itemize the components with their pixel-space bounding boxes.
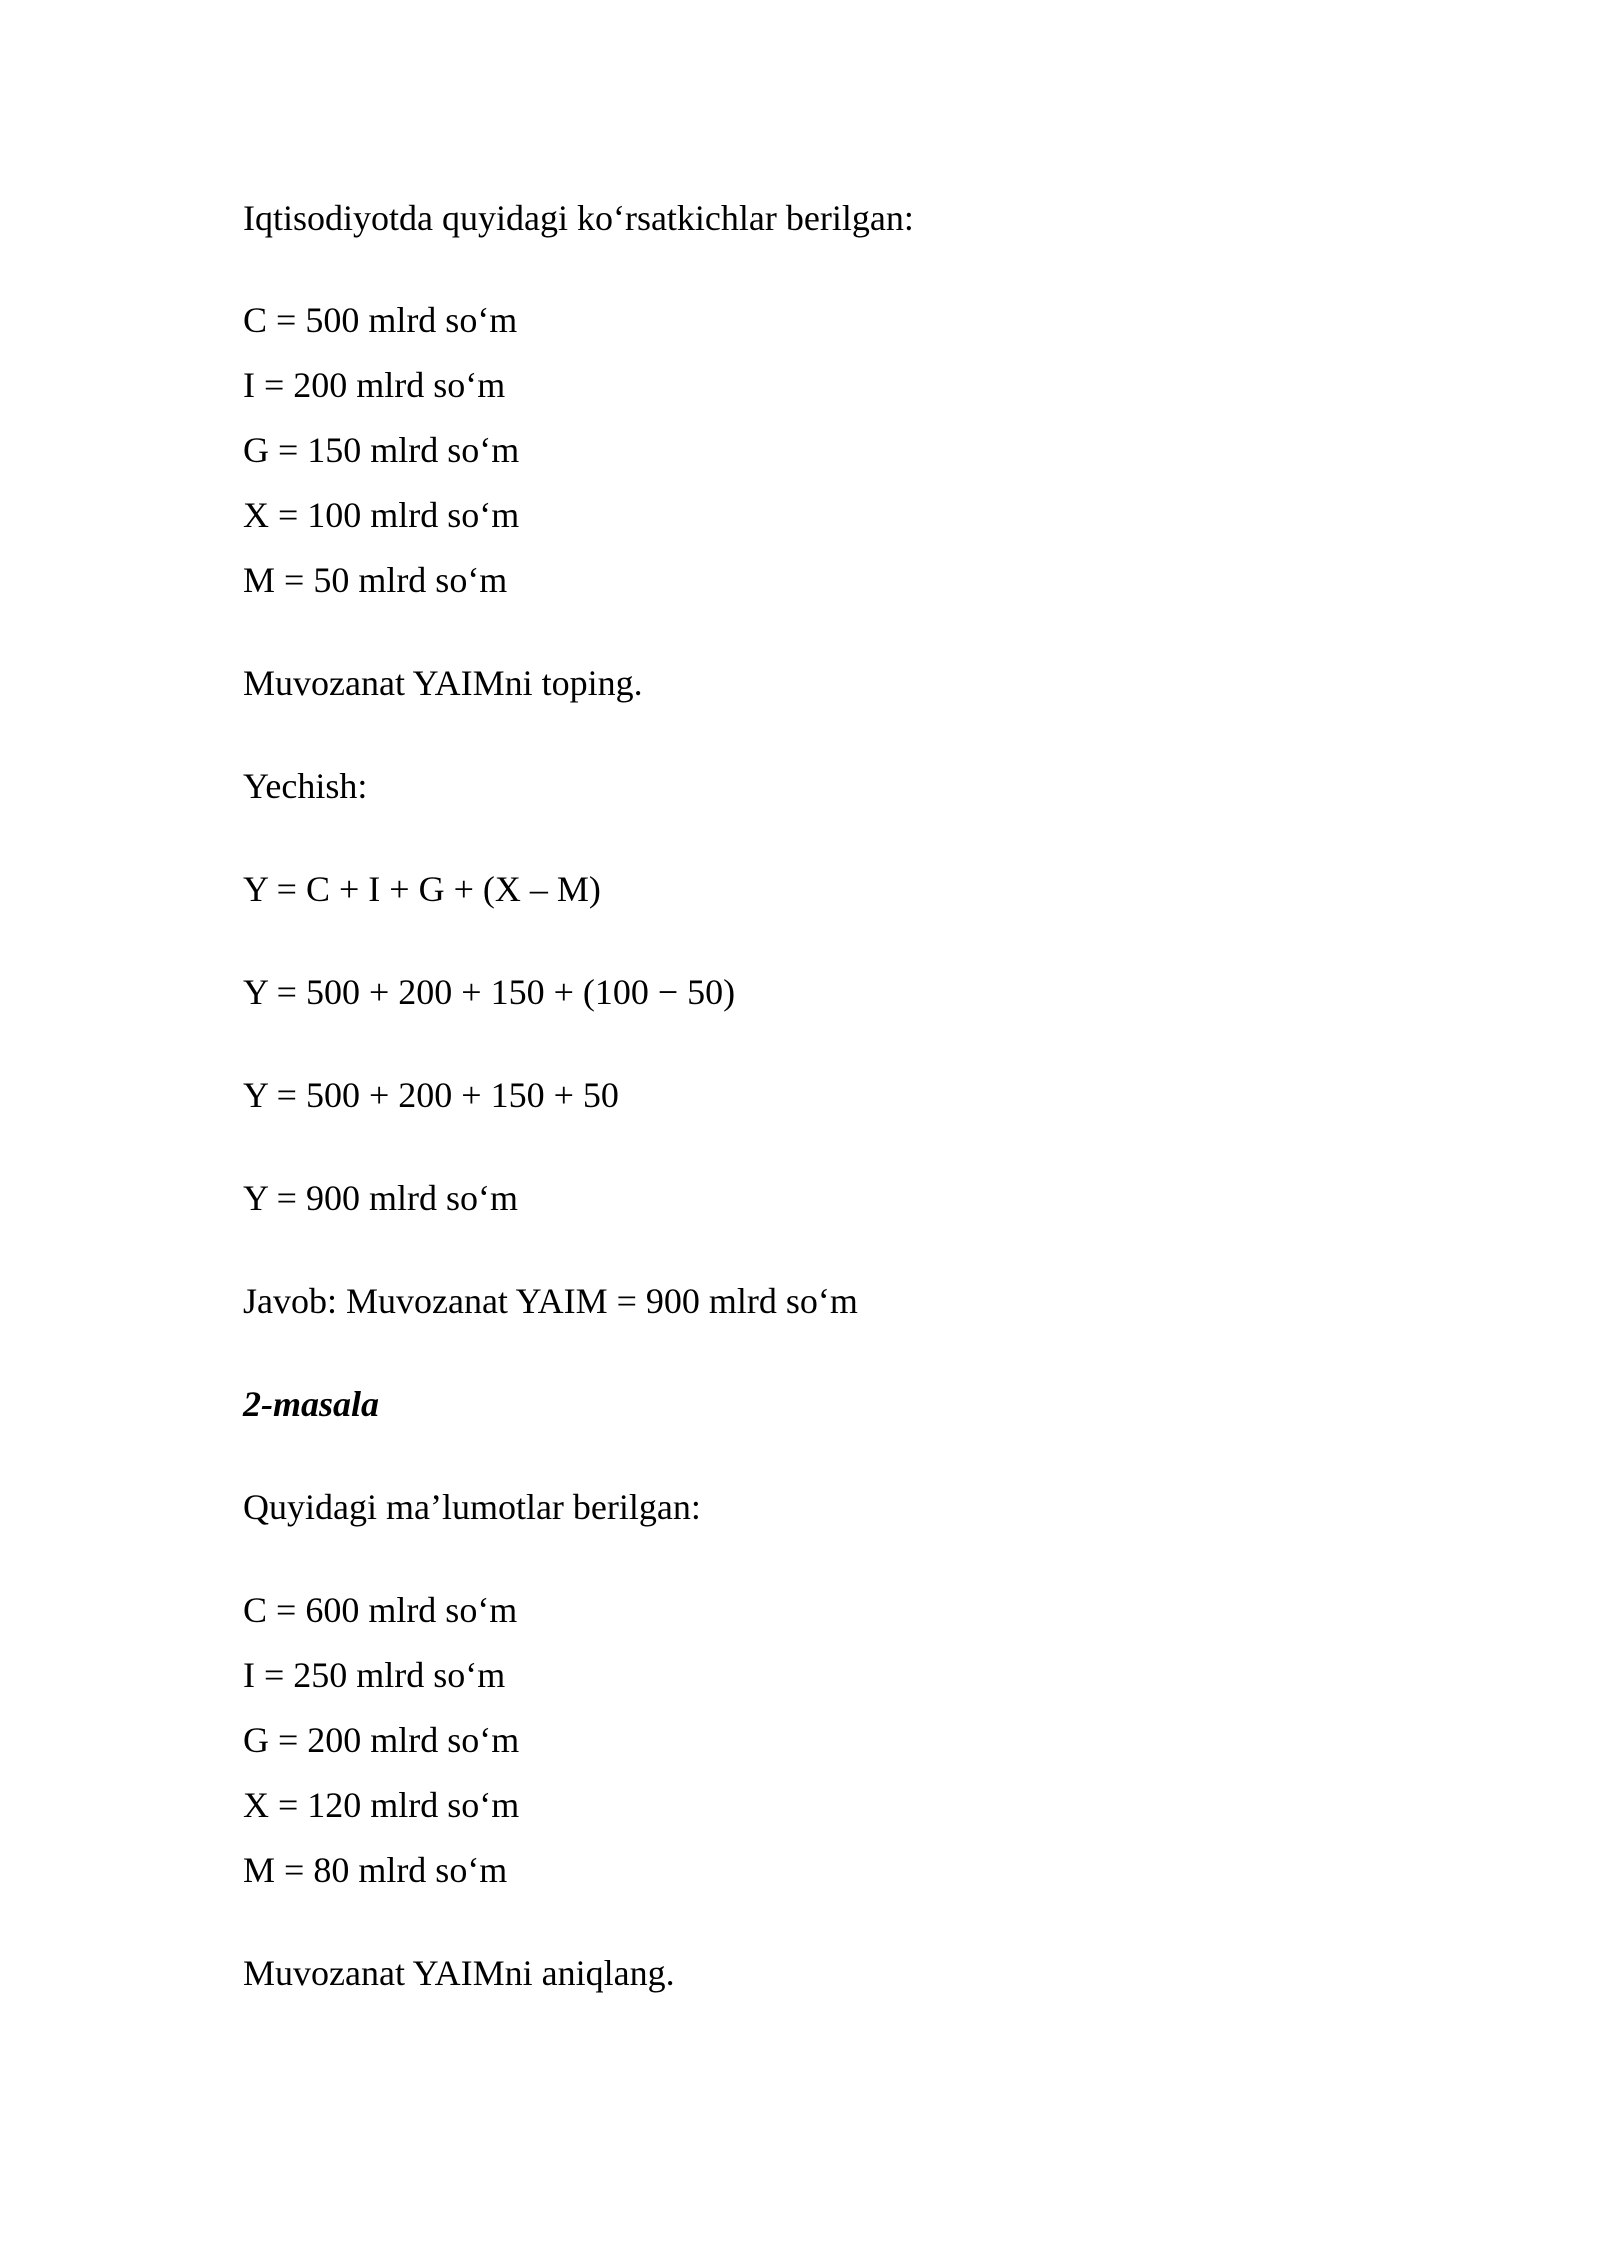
problem2-intro: Quyidagi ma’lumotlar berilgan: — [243, 1487, 701, 1527]
problem1-intro: Iqtisodiyotda quyidagi ko‘rsatkichlar berilgan: — [243, 198, 914, 238]
problem1-answer: Javob: Muvozanat YAIM = 900 mlrd so‘m — [243, 1281, 858, 1321]
given-line: C = 600 mlrd so‘m — [243, 1590, 518, 1630]
solution-step: Y = 500 + 200 + 150 + (100 − 50) — [243, 972, 736, 1012]
solution-step: Y = C + I + G + (X – M) — [243, 869, 601, 909]
solution-step: Y = 900 mlrd so‘m — [243, 1178, 518, 1218]
problem2-task: Muvozanat YAIMni aniqlang. — [243, 1953, 675, 1993]
problem1-task: Muvozanat YAIMni toping. — [243, 663, 643, 703]
solution-step: Y = 500 + 200 + 150 + 50 — [243, 1075, 619, 1115]
given-line: I = 250 mlrd so‘m — [243, 1655, 506, 1695]
given-line: G = 150 mlrd so‘m — [243, 430, 520, 470]
given-line: G = 200 mlrd so‘m — [243, 1720, 520, 1760]
solution-label: Yechish: — [243, 766, 368, 806]
given-line: M = 80 mlrd so‘m — [243, 1850, 508, 1890]
given-line: C = 500 mlrd so‘m — [243, 300, 518, 340]
given-line: M = 50 mlrd so‘m — [243, 560, 508, 600]
given-line: I = 200 mlrd so‘m — [243, 365, 506, 405]
given-line: X = 120 mlrd so‘m — [243, 1785, 520, 1825]
given-line: X = 100 mlrd so‘m — [243, 495, 520, 535]
problem2-heading: 2-masala — [243, 1384, 380, 1424]
